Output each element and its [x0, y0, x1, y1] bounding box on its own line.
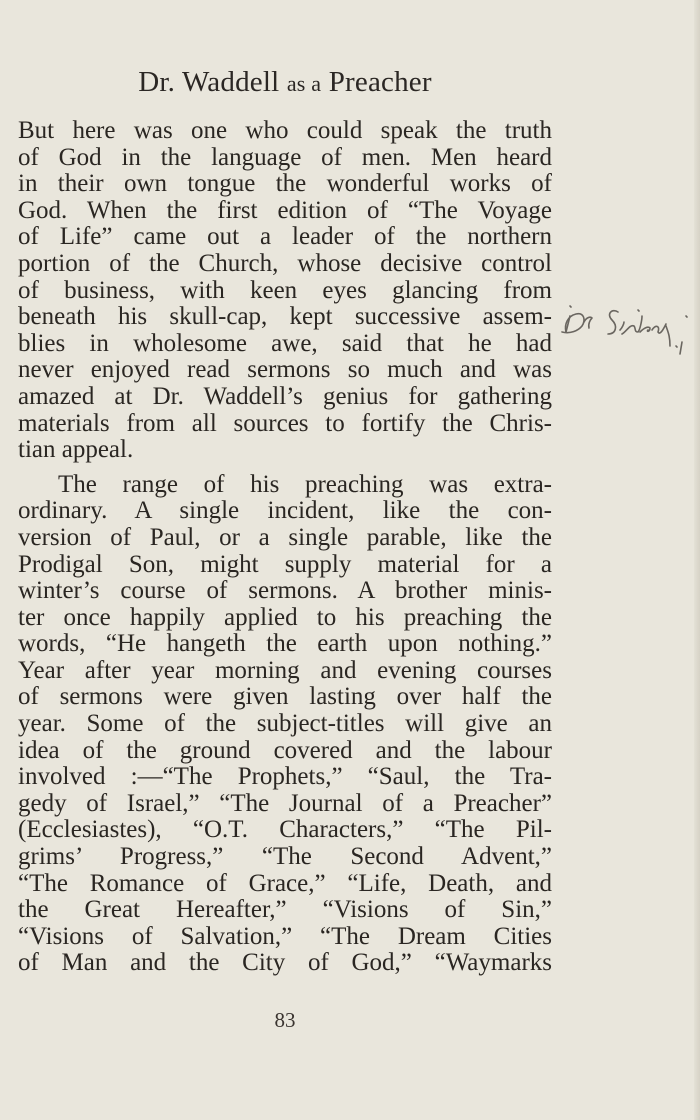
running-head-prefix: Dr. Waddell: [138, 66, 280, 98]
text-line: grims’ Progress,” “The Second Advent,”: [18, 843, 552, 871]
text-line: But here was one who could speak the truth: [18, 117, 552, 144]
text-line: “The Romance of Grace,” “Life, Death, and: [18, 869, 552, 897]
text-line: ter once happily applied to his preaching the: [18, 603, 552, 631]
text-line: version of Paul, or a single parable, like the: [18, 523, 552, 551]
text-line: in their own tongue the wonderful works of: [18, 170, 552, 198]
handwritten-note-drawing: [556, 294, 696, 364]
text-line: amazed at Dr. Waddell’s genius for gathering: [18, 382, 552, 410]
running-head-connector: as a: [286, 71, 322, 96]
text-line: (Ecclesiastes), “O.T. Characters,” “The Pil-: [18, 816, 552, 844]
running-head-suffix: Preacher: [328, 66, 432, 98]
paragraph-2: [18, 472, 552, 977]
text-line: tian appeal.: [18, 436, 134, 464]
text-line: of business, with keen eyes glancing from: [18, 276, 552, 304]
text-line: God. When the first edition of “The Voyage: [18, 196, 552, 224]
running-head: [0, 66, 570, 99]
text-line: “Visions of Salvation,” “The Dream Cities: [18, 922, 552, 950]
text-line: The range of his preaching was extra-: [58, 470, 552, 498]
text-line: blies in wholesome awe, said that he had: [18, 329, 552, 357]
text-line: portion of the Church, whose decisive control: [18, 249, 552, 277]
text-line: gedy of Israel,” “The Journal of a Preacher”: [18, 789, 552, 817]
text-line: Prodigal Son, might supply material for a: [18, 550, 552, 578]
text-line: materials from all sources to fortify the Chris-: [18, 409, 552, 437]
page-edge: [694, 0, 700, 1120]
text-line: of Life” came out a leader of the northern: [18, 223, 552, 251]
text-line: of sermons were given lasting over half the: [18, 683, 552, 711]
text-line: winter’s course of sermons. A brother minis-: [18, 577, 552, 605]
text-line: of God in the language of men. Men heard: [18, 143, 552, 171]
text-line: year. Some of the subject-titles will give an: [18, 710, 552, 738]
text-line: ordinary. A single incident, like the con-: [18, 497, 552, 525]
text-line: beneath his skull-cap, kept successive assem-: [18, 303, 552, 331]
text-line: of Man and the City of God,” “Waymarks: [18, 949, 552, 977]
body-text: [18, 118, 552, 977]
text-line: involved :—“The Prophets,” “Saul, the Tra-: [18, 763, 552, 791]
handwritten-margin-note: [556, 294, 696, 364]
text-line: the Great Hereafter,” “Visions of Sin,”: [18, 896, 552, 924]
paragraph-1: [18, 118, 552, 464]
text-line: words, “He hangeth the earth upon nothing.”: [18, 630, 552, 658]
page-number: 83: [274, 1008, 296, 1032]
text-line: idea of the ground covered and the labour: [18, 736, 552, 764]
text-line: never enjoyed read sermons so much and was: [18, 356, 552, 384]
text-line: Year after year morning and evening courses: [18, 656, 552, 684]
